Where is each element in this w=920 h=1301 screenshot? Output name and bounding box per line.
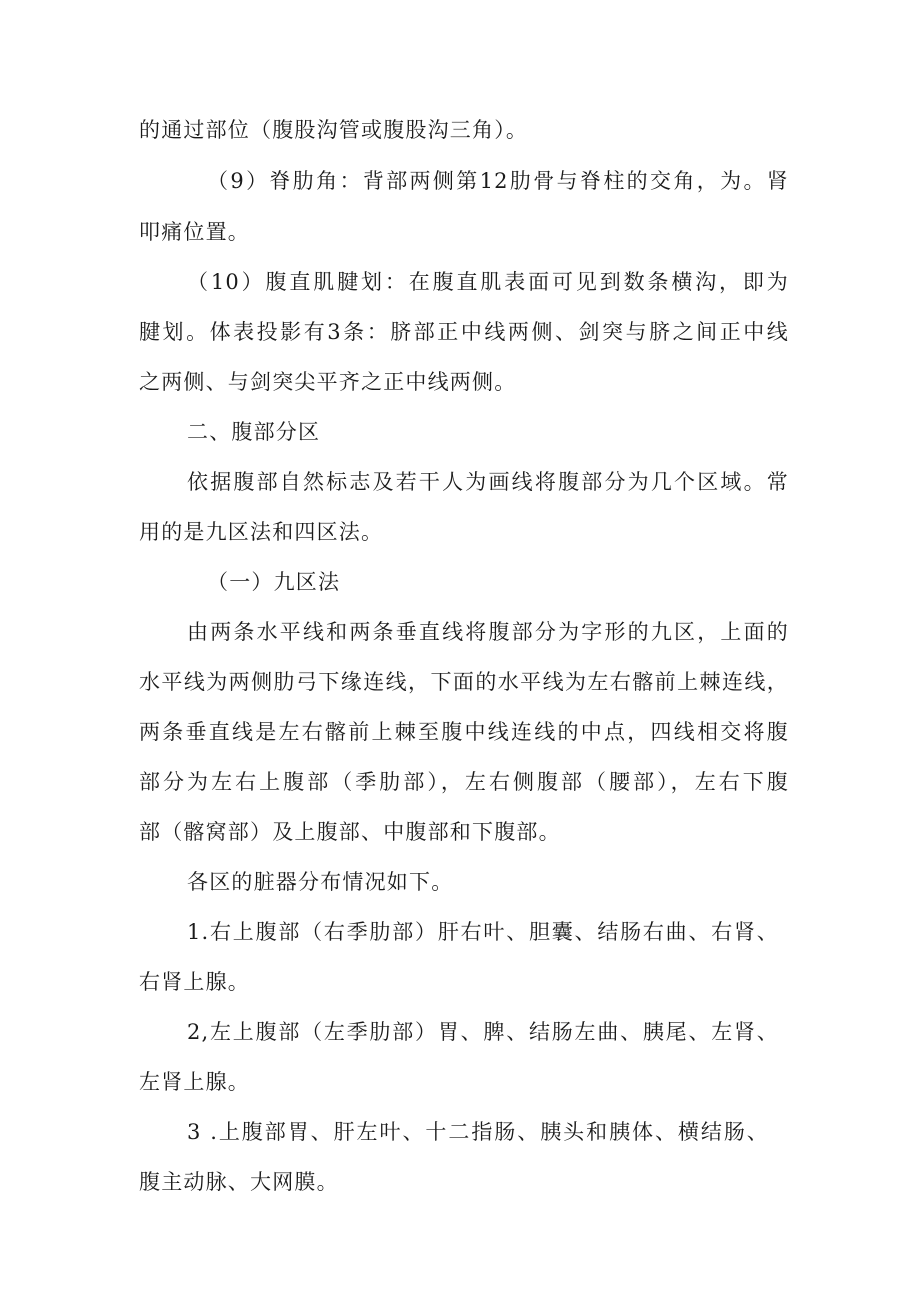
text-line: 叩痛位置。 <box>139 220 250 244</box>
text-line: （9）脊肋角：背部两侧第12肋骨与脊柱的交角，为。肾 <box>207 169 789 193</box>
text-line: 用的是九区法和四区法。 <box>139 520 384 544</box>
section-heading: 二、腹部分区 <box>187 420 321 444</box>
subsection-heading: （一）九区法 <box>207 570 341 594</box>
text-line: （10）腹直肌腱划：在腹直肌表面可见到数条横沟，即为 <box>187 270 789 294</box>
text-line: 之两侧、与剑突尖平齐之正中线两侧。 <box>139 370 517 394</box>
text-line: 腹主动脉、大网膜。 <box>139 1170 339 1194</box>
text-line: 部分为左右上腹部（季肋部），左右侧腹部（腰部），左右下腹 <box>139 770 789 794</box>
list-item: 2,左上腹部（左季肋部）胃、脾、结肠左曲、胰尾、左肾、 <box>187 1020 779 1044</box>
text-line: 由两条水平线和两条垂直线将腹部分为字形的九区，上面的 <box>187 620 789 644</box>
list-item: 1.右上腹部（右季肋部）肝右叶、胆囊、结肠右曲、右肾、 <box>187 920 779 944</box>
text-line: 依据腹部自然标志及若干人为画线将腹部分为几个区域。常 <box>187 470 789 494</box>
text-line: 右肾上腺。 <box>139 970 250 994</box>
text-line: 左肾上腺。 <box>139 1070 250 1094</box>
text-line: 的通过部位（腹股沟管或腹股沟三角）。 <box>139 118 529 142</box>
list-item: 3 .上腹部胃、肝左叶、十二指肠、胰头和胰体、横结肠、 <box>187 1120 769 1144</box>
text-line: 部（髂窝部）及上腹部、中腹部和下腹部。 <box>139 820 561 844</box>
text-line: 两条垂直线是左右髂前上棘至腹中线连线的中点，四线相交将腹 <box>139 720 789 744</box>
text-line: 腱划。体表投影有3条：脐部正中线两侧、剑突与脐之间正中线 <box>139 320 789 344</box>
text-line: 水平线为两侧肋弓下缘连线，下面的水平线为左右髂前上棘连线， <box>139 670 789 694</box>
text-line: 各区的脏器分布情况如下。 <box>187 870 454 894</box>
